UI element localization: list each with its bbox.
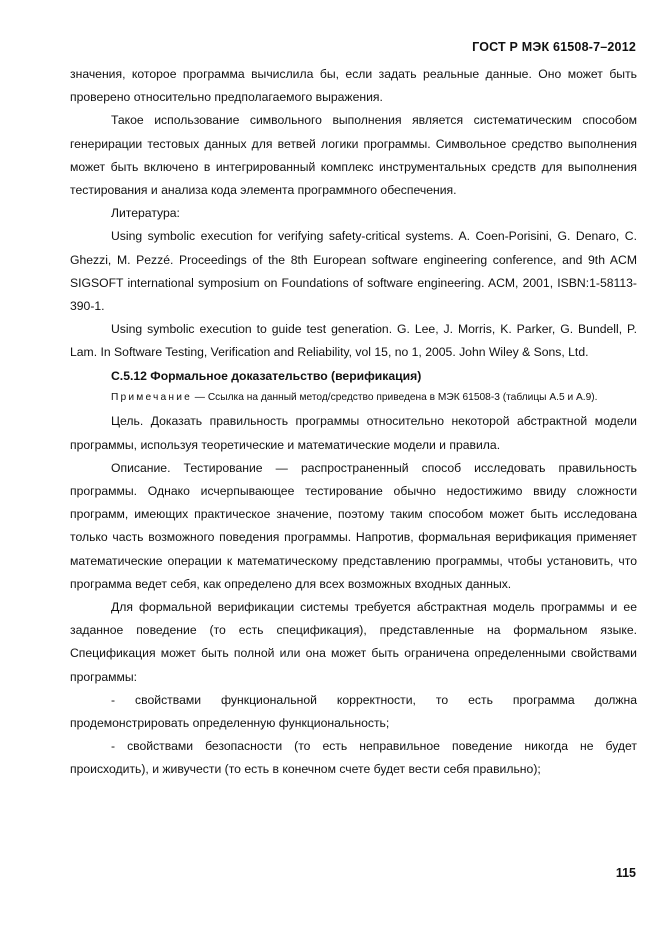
reference-2: Using symbolic execution to guide test generation. G. Lee, J. Morris, K. Parker, G. Bundell, P. Lam. In Software Testing, Verification and Reliability, vol 15, no 1, 2005. John Wiley & Sons, Ltd. [70, 322, 637, 360]
paragraph-goal: Цель. Доказать правильность программы относительно некоторой абстрактной модели программы, используя теоретические и математические модели и правила. [70, 414, 637, 452]
list-item: - свойствами функциональной корректности, то есть программа должна продемонстрировать определенную функциональность; [70, 692, 637, 730]
reference-1: Using symbolic execution for verifying safety-critical systems. A. Coen-Porisini, G. Denaro, C. Ghezzi, M. Pezzé. Proceedings of the 8th European software engineering conference, and 9th ACM SIGSOFT international symposium on Foundations of software engineering. ACM, 2001, ISBN:1-58113-390-1. [70, 229, 637, 314]
list-item: - свойствами безопасности (то есть неправильное поведение никогда не будет происходить), и живучести (то есть в конечном счете будет вести себя правильно); [70, 739, 637, 777]
page-body [70, 63, 637, 782]
section-title: С.5.12 Формальное доказательство (верификация) [111, 368, 422, 383]
note-label: Примечание [111, 391, 192, 403]
paragraph-continuation: значения, которое программа вычислила бы, если задать реальные данные. Оно может быть проверено относительно предполагаемого выражения. [70, 67, 637, 105]
paragraph-description: Описание. Тестирование — распространенный способ исследовать правильность программы. Однако исчерпывающее тестирование обычно недостижимо ввиду сложности программ, имеющих практическое значение, поэтому таким способом может быть исследована только часть возможного поведения программы. Напротив, формальная верификация применяет математические операции к математическому представлению программы, чтобы установить, что программа ведет себя, как определено для всех возможных входных данных. [70, 460, 637, 591]
note-text: — Ссылка на данный метод/средство приведена в МЭК 61508-3 (таблицы А.5 и А.9). [191, 391, 598, 403]
paragraph-symbolic-execution: Такое использование символьного выполнения является систематическим способом генерирации тестовых данных для ветвей логики программы. Символьное средство выполнения может быть включено в интегрированный комплекс инструментальных средств для выполнения тестирования и анализа кода элемента программного обеспечения. [70, 113, 637, 198]
paragraph-formal-verification: Для формальной верификации системы требуется абстрактная модель программы и ее заданное поведение (то есть спецификация), представленные на формальном языке. Спецификация может быть полной или она может быть ограничена определенными свойствами программы: [70, 599, 637, 684]
page-number: 115 [615, 866, 636, 880]
document-header: ГОСТ Р МЭК 61508-7–2012 [472, 40, 636, 54]
literature-label: Литература: [111, 206, 180, 221]
note [70, 389, 637, 408]
